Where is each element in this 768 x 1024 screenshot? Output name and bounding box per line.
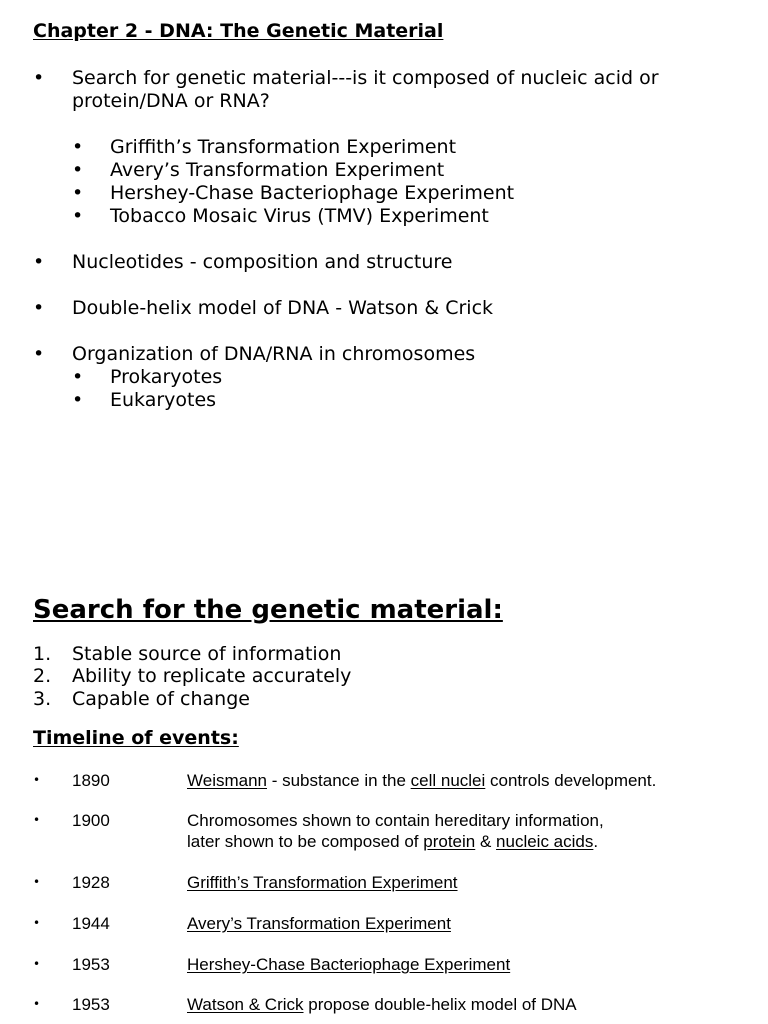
criteria-item: Stable source of information: [72, 643, 342, 665]
criteria-item: Capable of change: [72, 688, 250, 710]
timeline-year: 1953: [72, 995, 110, 1014]
outline-nucleotides: Nucleotides - composition and structure: [72, 251, 453, 273]
timeline-term: protein: [423, 832, 476, 851]
bullet-icon: •: [33, 916, 41, 930]
bullet-icon: •: [33, 67, 45, 89]
experiment-item: Griffith’s Transformation Experiment: [110, 136, 457, 158]
search-section-title: Search for the genetic material:: [33, 595, 503, 625]
timeline-description: [187, 831, 598, 852]
chapter-heading: Chapter 2 - DNA: The Genetic Material: [33, 20, 444, 42]
organism-item: Eukaryotes: [110, 389, 217, 411]
experiment-item: Tobacco Mosaic Virus (TMV) Experiment: [110, 205, 489, 227]
bullet-icon: •: [33, 251, 45, 273]
timeline-text: propose double-helix model of DNA: [303, 995, 577, 1014]
timeline-text: controls development.: [485, 771, 657, 790]
outline-search-line2: protein/DNA or RNA?: [72, 90, 270, 112]
timeline-description: [187, 770, 656, 791]
timeline-year: 1944: [72, 914, 110, 933]
timeline-text: .: [593, 832, 599, 851]
timeline-year: 1953: [72, 955, 110, 974]
bullet-icon: •: [33, 997, 41, 1011]
criteria-number: 1.: [33, 643, 52, 665]
bullet-icon: •: [33, 773, 41, 787]
timeline-year: 1900: [72, 811, 110, 830]
timeline-term: nucleic acids: [496, 832, 594, 851]
timeline-term: cell nuclei: [410, 771, 486, 790]
organism-item: Prokaryotes: [110, 366, 223, 388]
bullet-icon: •: [72, 136, 84, 158]
bullet-icon: •: [33, 297, 45, 319]
timeline-description: Avery’s Transformation Experiment: [187, 914, 451, 933]
timeline-text: later shown to be composed of: [187, 832, 424, 851]
criteria-item: Ability to replicate accurately: [72, 665, 352, 687]
bullet-icon: •: [33, 957, 41, 971]
criteria-number: 2.: [33, 665, 52, 687]
outline-organization: Organization of DNA/RNA in chromosomes: [72, 343, 476, 365]
bullet-icon: •: [33, 813, 41, 827]
bullet-icon: •: [72, 182, 84, 204]
timeline-description: Griffith’s Transformation Experiment: [187, 873, 458, 892]
timeline-term: Weismann: [187, 771, 267, 790]
timeline-title: Timeline of events:: [33, 727, 239, 749]
outline-search-line1: Search for genetic material---is it composed of nucleic acid or: [72, 67, 659, 89]
bullet-icon: •: [33, 343, 45, 365]
bullet-icon: •: [72, 389, 84, 411]
timeline-year: 1890: [72, 771, 110, 790]
timeline-description: Chromosomes shown to contain hereditary information,: [187, 811, 604, 830]
outline-double-helix: Double-helix model of DNA - Watson & Crick: [72, 297, 494, 319]
experiment-item: Hershey-Chase Bacteriophage Experiment: [110, 182, 515, 204]
timeline-text: - substance in the: [267, 771, 411, 790]
timeline-text: &: [475, 832, 497, 851]
bullet-icon: •: [72, 205, 84, 227]
bullet-icon: •: [72, 159, 84, 181]
timeline-term: Watson & Crick: [187, 995, 304, 1014]
bullet-icon: •: [33, 875, 41, 889]
timeline-description: Hershey-Chase Bacteriophage Experiment: [187, 955, 511, 974]
experiment-item: Avery’s Transformation Experiment: [110, 159, 445, 181]
bullet-icon: •: [72, 366, 84, 388]
timeline-description: [187, 994, 577, 1015]
criteria-number: 3.: [33, 688, 52, 710]
timeline-year: 1928: [72, 873, 110, 892]
